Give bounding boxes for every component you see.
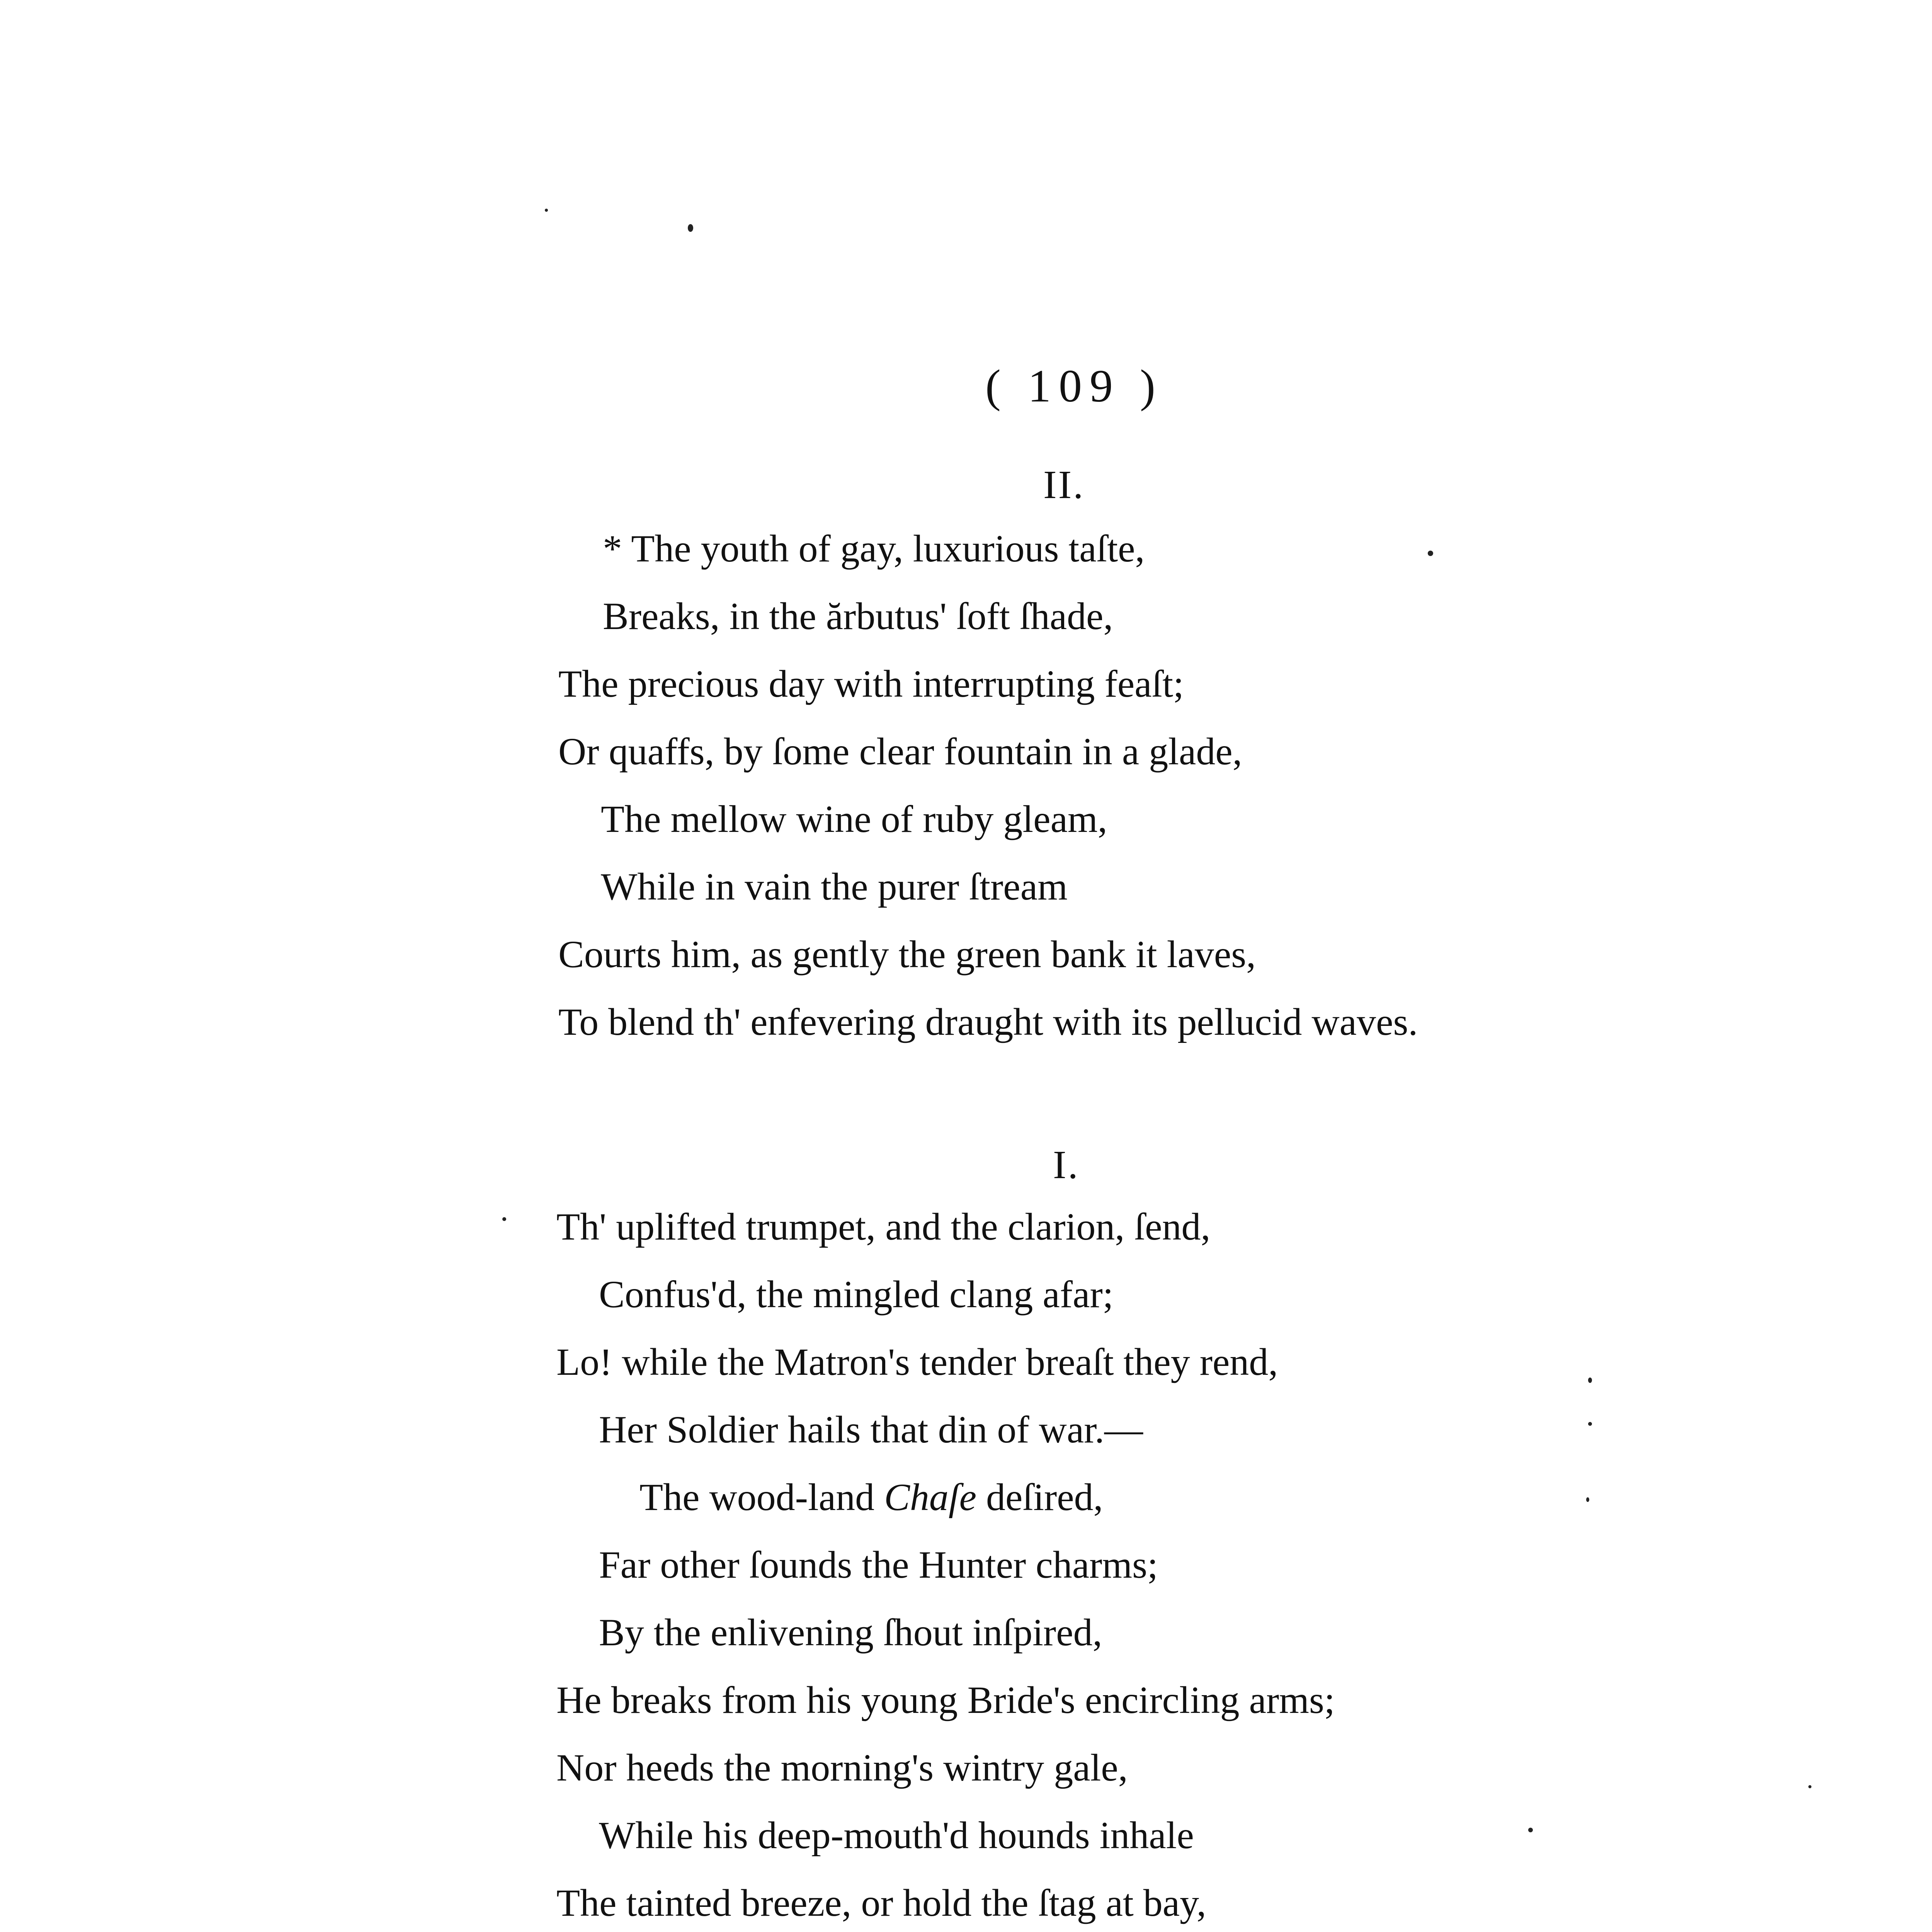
poem-line: Nor heeds the morning's wintry gale, <box>556 1746 1128 1789</box>
scan-speck <box>1528 1828 1533 1832</box>
poem-line: Confus'd, the mingled clang afar; <box>599 1273 1114 1316</box>
poem-line: The precious day with interrupting feaſt; <box>558 662 1184 705</box>
scan-speck <box>1428 551 1433 556</box>
poem-line: Far other ſounds the Hunter charms; <box>599 1543 1158 1586</box>
poem-line: Th' uplifted trumpet, and the clarion, ſend, <box>556 1205 1211 1248</box>
scan-speck <box>688 224 693 232</box>
poem-line: Breaks, in the ărbutus' ſoft ſhade, <box>603 595 1113 638</box>
poem-line-text: The wood-land <box>639 1476 884 1519</box>
poem-line: Lo! while the Matron's tender breaſt they rend, <box>556 1340 1278 1383</box>
poem-line: He breaks from his young Bride's encircling arms; <box>556 1679 1335 1721</box>
scan-speck <box>545 209 548 212</box>
poem-line: While his deep-mouth'd hounds inhale <box>599 1814 1194 1857</box>
scan-speck <box>502 1217 506 1221</box>
poem-line: The tainted breeze, or hold the ſtag at bay, <box>556 1881 1206 1924</box>
page-number: ( 109 ) <box>985 360 1163 412</box>
poem-line: * The youth of gay, luxurious taſte, <box>603 527 1145 570</box>
stanza-heading-ii: II. <box>1043 463 1085 507</box>
italic-word: Chaſe <box>884 1476 977 1519</box>
poem-line: The mellow wine of ruby gleam, <box>601 798 1107 840</box>
poem-line: Courts him, as gently the green bank it laves, <box>558 933 1256 976</box>
scan-speck <box>1588 1422 1592 1426</box>
poem-line: While in vain the purer ſtream <box>601 865 1068 908</box>
poem-line: Or quaffs, by ſome clear fountain in a glade, <box>558 730 1242 773</box>
poem-line <box>639 1478 1103 1517</box>
scan-speck <box>1586 1497 1589 1502</box>
stanza-heading-i: I. <box>1053 1143 1080 1187</box>
poem-line: To blend th' enfevering draught with its pellucid waves. <box>558 1000 1418 1043</box>
scan-speck <box>1808 1785 1811 1788</box>
poem-line: Her Soldier hails that din of war.— <box>599 1408 1143 1451</box>
scan-speck <box>1588 1378 1592 1383</box>
poem-line-text: deſired, <box>976 1476 1103 1519</box>
poem-line: By the enlivening ſhout inſpired, <box>599 1611 1102 1654</box>
